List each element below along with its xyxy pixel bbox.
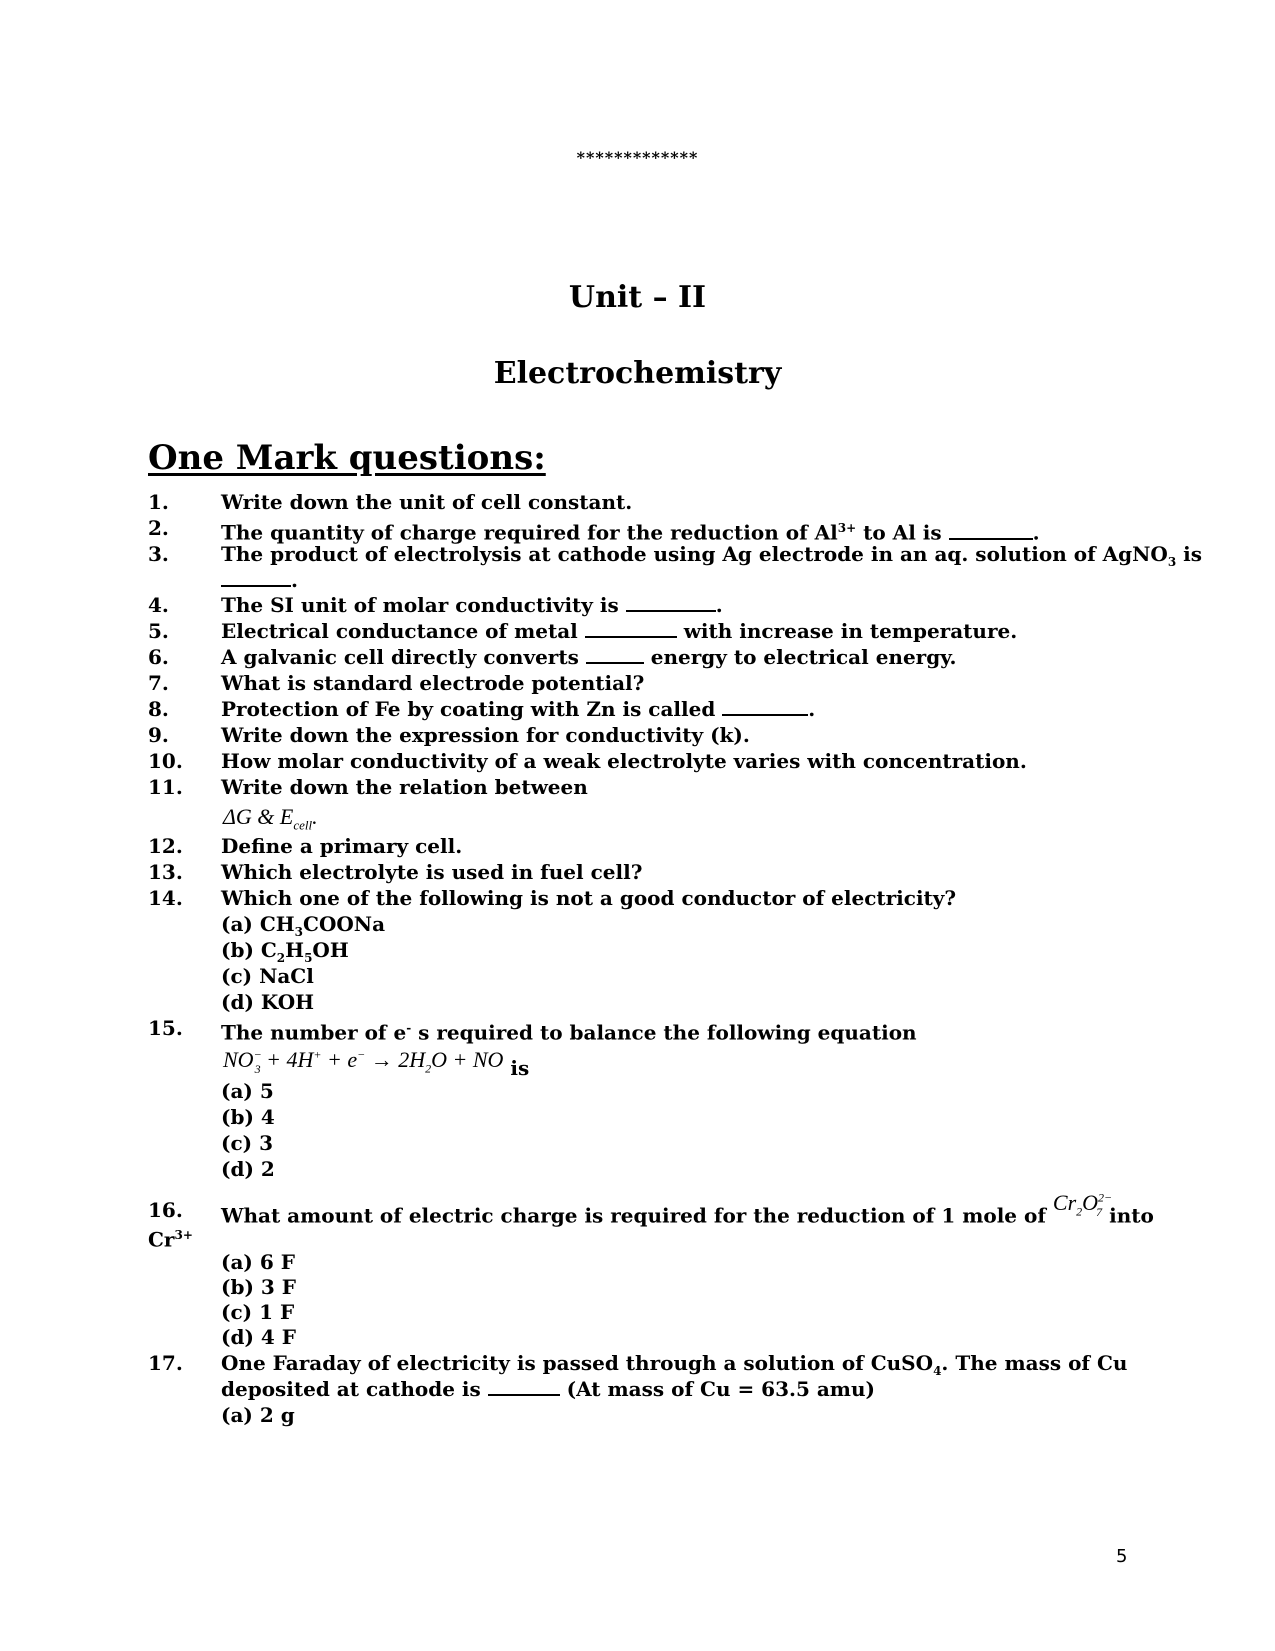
question-number: 8. [148, 697, 169, 721]
subscript: 3 [1167, 555, 1177, 569]
math-part: . [312, 804, 318, 829]
math-part: ΔG & E [223, 804, 294, 829]
subscript: 2 [1076, 1204, 1083, 1219]
eq-part: O + NO [431, 1047, 504, 1073]
superscript: 3+ [174, 1228, 193, 1242]
question-text-cont [148, 1222, 208, 1253]
math-part: Cr [1052, 1190, 1077, 1216]
option-c: (c) NaCl [221, 964, 314, 988]
superscript: 2− [1098, 1191, 1113, 1205]
superscript: - [406, 1021, 412, 1035]
separator-stars: ************* [576, 148, 699, 167]
option-a: (a) 6 F [221, 1250, 295, 1274]
text-part: . [1032, 520, 1040, 545]
question-text: How molar conductivity of a weak electrolyte varies with concentration. [221, 749, 1027, 773]
unit-title: Unit – II [568, 280, 707, 315]
question-text: Define a primary cell. [221, 834, 463, 858]
text-part: Protection of Fe by coating with Zn is called [221, 697, 723, 721]
question-number: 2. [148, 516, 169, 540]
question-number: 13. [148, 860, 183, 884]
text-part: The SI unit of molar conductivity is [221, 593, 626, 617]
question-text: Which electrolyte is used in fuel cell? [221, 860, 643, 884]
subscript: 4 [933, 1364, 942, 1378]
question-text-cont [221, 1376, 875, 1402]
option-c: (c) 1 F [221, 1300, 295, 1324]
option-text: H [285, 938, 305, 962]
text-part: The number of e [221, 1020, 407, 1045]
question-text: Write down the unit of cell constant. [221, 490, 633, 514]
question-number: 10. [148, 749, 183, 773]
option-a: (a) 5 [221, 1079, 274, 1103]
superscript: + [313, 1048, 322, 1062]
question-number: 9. [148, 723, 169, 747]
option-text: COONa [303, 912, 386, 936]
option-c: (c) 3 [221, 1131, 273, 1155]
subscript: 3 [294, 925, 304, 939]
fill-blank [722, 696, 808, 716]
question-number: 11. [148, 775, 183, 799]
subscript: 5 [304, 951, 313, 965]
question-number: 1. [148, 490, 169, 514]
subscript: cell [293, 817, 313, 833]
option-b: (b) 3 F [221, 1275, 296, 1299]
question-text: Write down the expression for conductivity (k). [221, 723, 750, 747]
question-text-cont [221, 567, 298, 593]
fill-blank [488, 1376, 560, 1396]
subscript: 2 [425, 1061, 432, 1076]
question-number: 3. [148, 542, 169, 566]
fill-blank [585, 618, 677, 638]
text-part: A galvanic cell directly converts [221, 645, 586, 669]
eq-part: → 2H [365, 1047, 426, 1073]
question-number: 7. [148, 671, 169, 695]
question-number: 4. [148, 593, 169, 617]
eq-part: NO [223, 1047, 254, 1073]
superscript: − [253, 1048, 262, 1062]
question-number: 15. [148, 1016, 183, 1040]
eq-tail: is [510, 1056, 530, 1081]
question-text [221, 541, 1202, 575]
text-part: deposited at cathode is [221, 1377, 488, 1401]
subject-title: Electrochemistry [493, 356, 782, 391]
option-d: (d) 2 [221, 1157, 275, 1181]
question-number: 6. [148, 645, 169, 669]
text-part: . [808, 697, 816, 721]
text-part: into [1109, 1203, 1154, 1228]
text-part: One Faraday of electricity is passed through a solution of CuSO [221, 1351, 934, 1375]
option-b: (b) 4 [221, 1105, 275, 1129]
option-a: (a) 2 g [221, 1403, 295, 1427]
page-number: 5 [1116, 1546, 1128, 1567]
text-part: is [1176, 542, 1203, 566]
question-text [221, 644, 957, 670]
text-part: Electrical conductance of metal [221, 619, 585, 643]
dichromate-formula [1052, 1190, 1113, 1219]
option-text: (b) C [221, 938, 277, 962]
math-part: O [1082, 1190, 1099, 1216]
superscript: 3+ [837, 521, 857, 535]
question-number: 17. [148, 1351, 183, 1375]
text-part: to Al is [856, 520, 949, 545]
eq-part: + e [321, 1047, 358, 1073]
text-part: The product of electrolysis at cathode using Ag electrode in an aq. solution of AgNO [221, 542, 1168, 566]
fill-blank [626, 592, 716, 612]
text-part: (At mass of Cu = 63.5 amu) [559, 1377, 875, 1401]
text-part: . [291, 568, 298, 592]
subscript: 2 [276, 951, 286, 965]
text-part: What amount of electric charge is required for the reduction of 1 mole of [221, 1203, 1046, 1228]
superscript: − [357, 1048, 366, 1062]
text-part: Cr [148, 1227, 175, 1252]
section-heading: One Mark questions: [148, 438, 546, 478]
question-number: 16. [148, 1198, 183, 1222]
option-text: OH [312, 938, 349, 962]
eq-part: + 4H [260, 1047, 314, 1073]
subscript: 3 [254, 1061, 261, 1076]
text-part: s required to balance the following equation [411, 1020, 917, 1045]
text-part: energy to electrical energy. [643, 645, 957, 669]
fill-blank [949, 520, 1033, 540]
question-number: 5. [148, 619, 169, 643]
question-number: 12. [148, 834, 183, 858]
question-text [221, 696, 815, 722]
question-text: What is standard electrode potential? [221, 671, 645, 695]
text-part: The quantity of charge required for the reduction of Al [221, 520, 838, 545]
question-text: Write down the relation between [221, 775, 588, 799]
option-d: (d) 4 F [221, 1325, 296, 1349]
chemical-equation [223, 1042, 529, 1082]
subscript: 7 [1096, 1204, 1103, 1219]
question-number: 14. [148, 886, 183, 910]
option-d: (d) KOH [221, 990, 315, 1014]
option-text: (a) CH [221, 912, 295, 936]
fill-blank [586, 644, 644, 664]
text-part: . [715, 593, 723, 617]
question-text: Which one of the following is not a good conductor of electricity? [221, 886, 957, 910]
question-text [221, 592, 723, 618]
text-part: . The mass of Cu [941, 1351, 1128, 1375]
fill-blank [221, 567, 291, 587]
question-text [221, 1190, 1154, 1237]
question-text [221, 618, 1017, 644]
text-part: with increase in temperature. [676, 619, 1018, 643]
